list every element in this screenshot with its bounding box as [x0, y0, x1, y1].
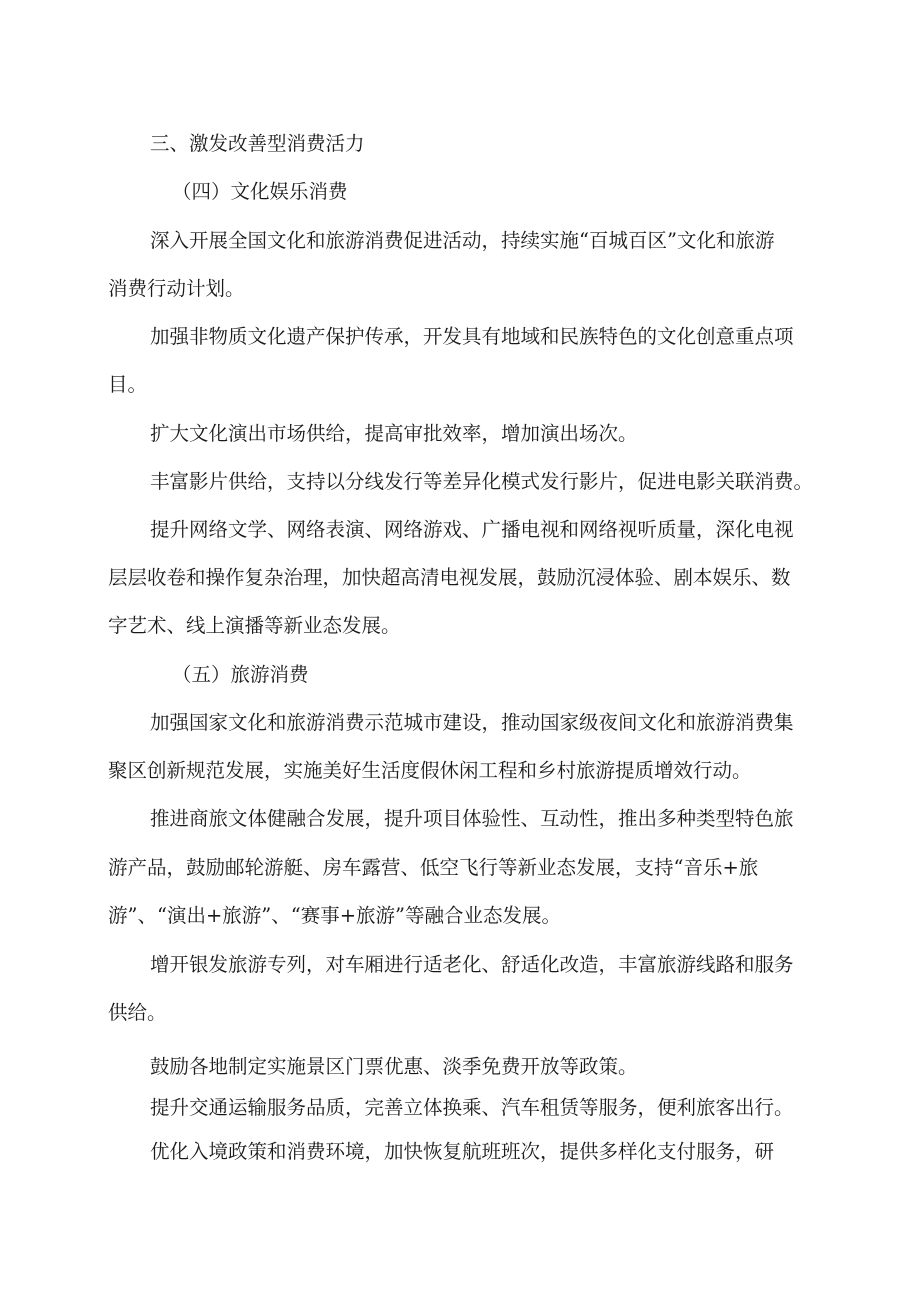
- paragraph-line: 加强国家文化和旅游消费示范城市建设，推动国家级夜间文化和旅游消费集: [150, 711, 794, 734]
- paragraph-line: 聚区创新规范发展，实施美好生活度假休闲工程和乡村旅游提质增效行动。: [108, 759, 752, 782]
- paragraph-line: 提升交通运输服务品质，完善立体换乘、汽车租赁等服务，便利旅客出行。: [150, 1096, 794, 1119]
- subsection-heading: （四）文化娱乐消费: [172, 180, 348, 203]
- paragraph-line: 消费行动计划。: [108, 277, 245, 300]
- paragraph-line: 鼓励各地制定实施景区门票优惠、淡季免费开放等政策。: [150, 1055, 638, 1078]
- paragraph-line: 深入开展全国文化和旅游消费促进活动，持续实施“百城百区”文化和旅游: [150, 229, 775, 252]
- paragraph-line: 扩大文化演出市场供给，提高审批效率，增加演出场次。: [150, 422, 638, 445]
- paragraph-line: 游产品，鼓励邮轮游艇、房车露营、低空飞行等新业态发展，支持“音乐+旅: [108, 856, 759, 879]
- paragraph-line: 层层收卷和操作复杂治理，加快超高清电视发展，鼓励沉浸体验、剧本娱乐、数: [108, 566, 791, 589]
- paragraph-line: 目。: [108, 373, 148, 396]
- paragraph-line: 推进商旅文体健融合发展，提升项目体验性、互动性，推出多种类型特色旅: [150, 807, 794, 830]
- section-heading: 三、激发改善型消费活力: [150, 132, 365, 155]
- paragraph-line: 游”、“演出+旅游”、“赛事+旅游”等融合业态发展。: [108, 904, 562, 927]
- paragraph-line: 供给。: [108, 1001, 167, 1024]
- paragraph-line: 增开银发旅游专列，对车厢进行适老化、舒适化改造，丰富旅游线路和服务: [150, 953, 794, 976]
- paragraph-line: 加强非物质文化遗产保护传承，开发具有地域和民族特色的文化创意重点项: [150, 325, 794, 348]
- subsection-heading: （五）旅游消费: [172, 663, 309, 686]
- paragraph-line: 提升网络文学、网络表演、网络游戏、广播电视和网络视听质量，深化电视: [150, 518, 794, 541]
- paragraph-line: 丰富影片供给，支持以分线发行等差异化模式发行影片，促进电影关联消费。: [150, 470, 814, 493]
- paragraph-line: 优化入境政策和消费环境，加快恢复航班班次，提供多样化支付服务，研: [150, 1140, 775, 1163]
- paragraph-line: 字艺术、线上演播等新业态发展。: [108, 614, 401, 637]
